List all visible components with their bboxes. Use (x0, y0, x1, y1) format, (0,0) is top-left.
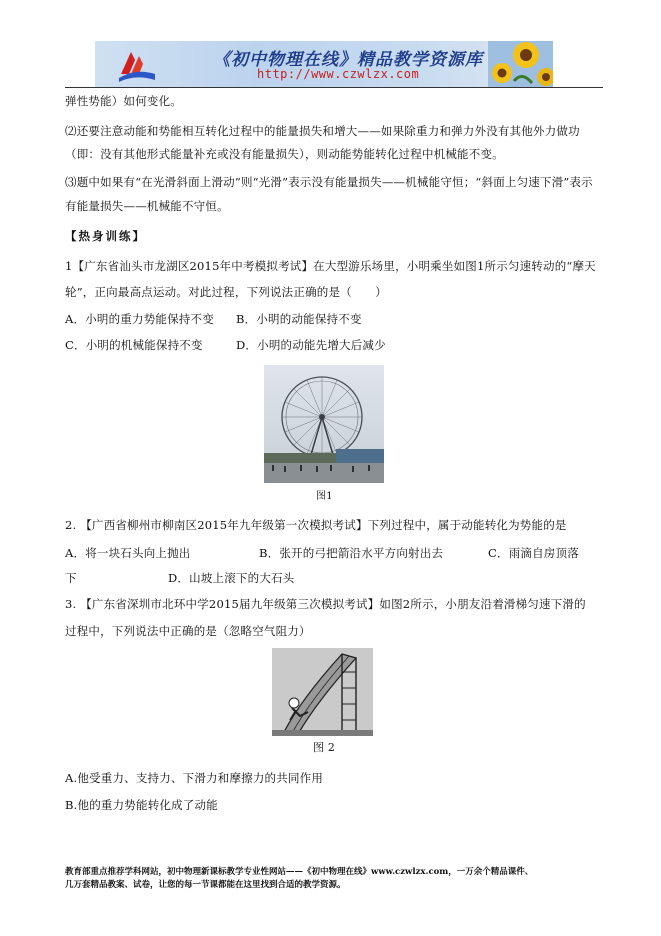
q1-option-b: B．小明的动能保持不变 (236, 312, 362, 326)
q3-line-2: 过程中，下列说法中正确的是（忽略空气阻力） (65, 624, 311, 638)
q3-option-b: B.他的重力势能转化成了动能 (65, 798, 218, 812)
q2-option-c: C．雨滴自房顶落 (488, 546, 579, 560)
banner-title: 《初中物理在线》精品教学资源库 (213, 50, 483, 70)
q1-line-2: 轮”，正向最高点运动。对此过程，下列说法正确的是（ ） (65, 285, 387, 299)
q3-option-a: A.他受重力、支持力、下滑力和摩擦力的共同作用 (65, 771, 324, 785)
para-2-line-1: ⑵还要注意动能和势能相互转化过程中的能量损失和增大——如果除重力和弹力外没有其他外力做功 (65, 124, 580, 138)
q1-line-1: 1【广东省汕头市龙湖区2015年中考模拟考试】在大型游乐场里，小明乘坐如图1所示匀速转动的“摩天 (65, 259, 596, 273)
slide-figure (272, 648, 373, 736)
site-logo (115, 44, 157, 84)
para-3-line-1: ⑶题中如果有“在光滑斜面上滑动”则“光滑”表示没有能量损失——机械能守恒；“斜面上匀速下滑”表示 (65, 175, 593, 189)
figure-2-caption: 图 2 (313, 741, 336, 754)
q2-option-b: B．张开的弓把箭沿水平方向射出去 (259, 546, 444, 560)
q2-option-d: D．山坡上滚下的大石头 (168, 571, 295, 585)
footer-line-2: 几万套精品教案、试卷，让您的每一节课都能在这里找到合适的教学资源。 (65, 880, 346, 890)
q1-option-d: D．小明的动能先增大后减少 (236, 338, 386, 352)
slide-image (272, 648, 373, 736)
q2-line-1: 2. 【广西省柳州市柳南区2015年九年级第一次模拟考试】下列过程中，属于动能转化为势能的是 (65, 518, 567, 532)
para-2-line-2: （即：没有其他形式能量补充或没有能量损失），则动能势能转化过程中机械能不变。 (65, 147, 504, 161)
section-heading: 【热身训练】 (65, 229, 146, 243)
q1-option-a: A．小明的重力势能保持不变 (65, 312, 214, 326)
ferris-wheel-figure (264, 365, 384, 483)
para-3-line-2: 有能量损失——机械能不守恒。 (65, 199, 229, 213)
figure-1-caption: 图1 (316, 491, 333, 502)
body-line-1: 弹性势能）如何变化。 (65, 94, 182, 108)
q2-option-c-continued: 下 (65, 571, 77, 585)
q1-option-c: C．小明的机械能保持不变 (65, 338, 203, 352)
header-divider (65, 87, 603, 88)
q2-option-a: A．将一块石头向上抛出 (65, 546, 191, 560)
footer-line-1: 教育部重点推荐学科网站，初中物理新课标教学专业性网站——《初中物理在线》www.czwlzx.com，一万余个精品课件、 (65, 867, 534, 877)
banner-url: http://www.czwlzx.com (257, 67, 420, 81)
ferris-wheel-image (264, 365, 384, 483)
q3-line-1: 3. 【广东省深圳市北环中学2015届九年级第三次模拟考试】如图2所示，小朋友沿着滑梯匀速下滑的 (65, 597, 586, 611)
header-banner (95, 41, 553, 87)
sunflower-image (488, 41, 553, 87)
